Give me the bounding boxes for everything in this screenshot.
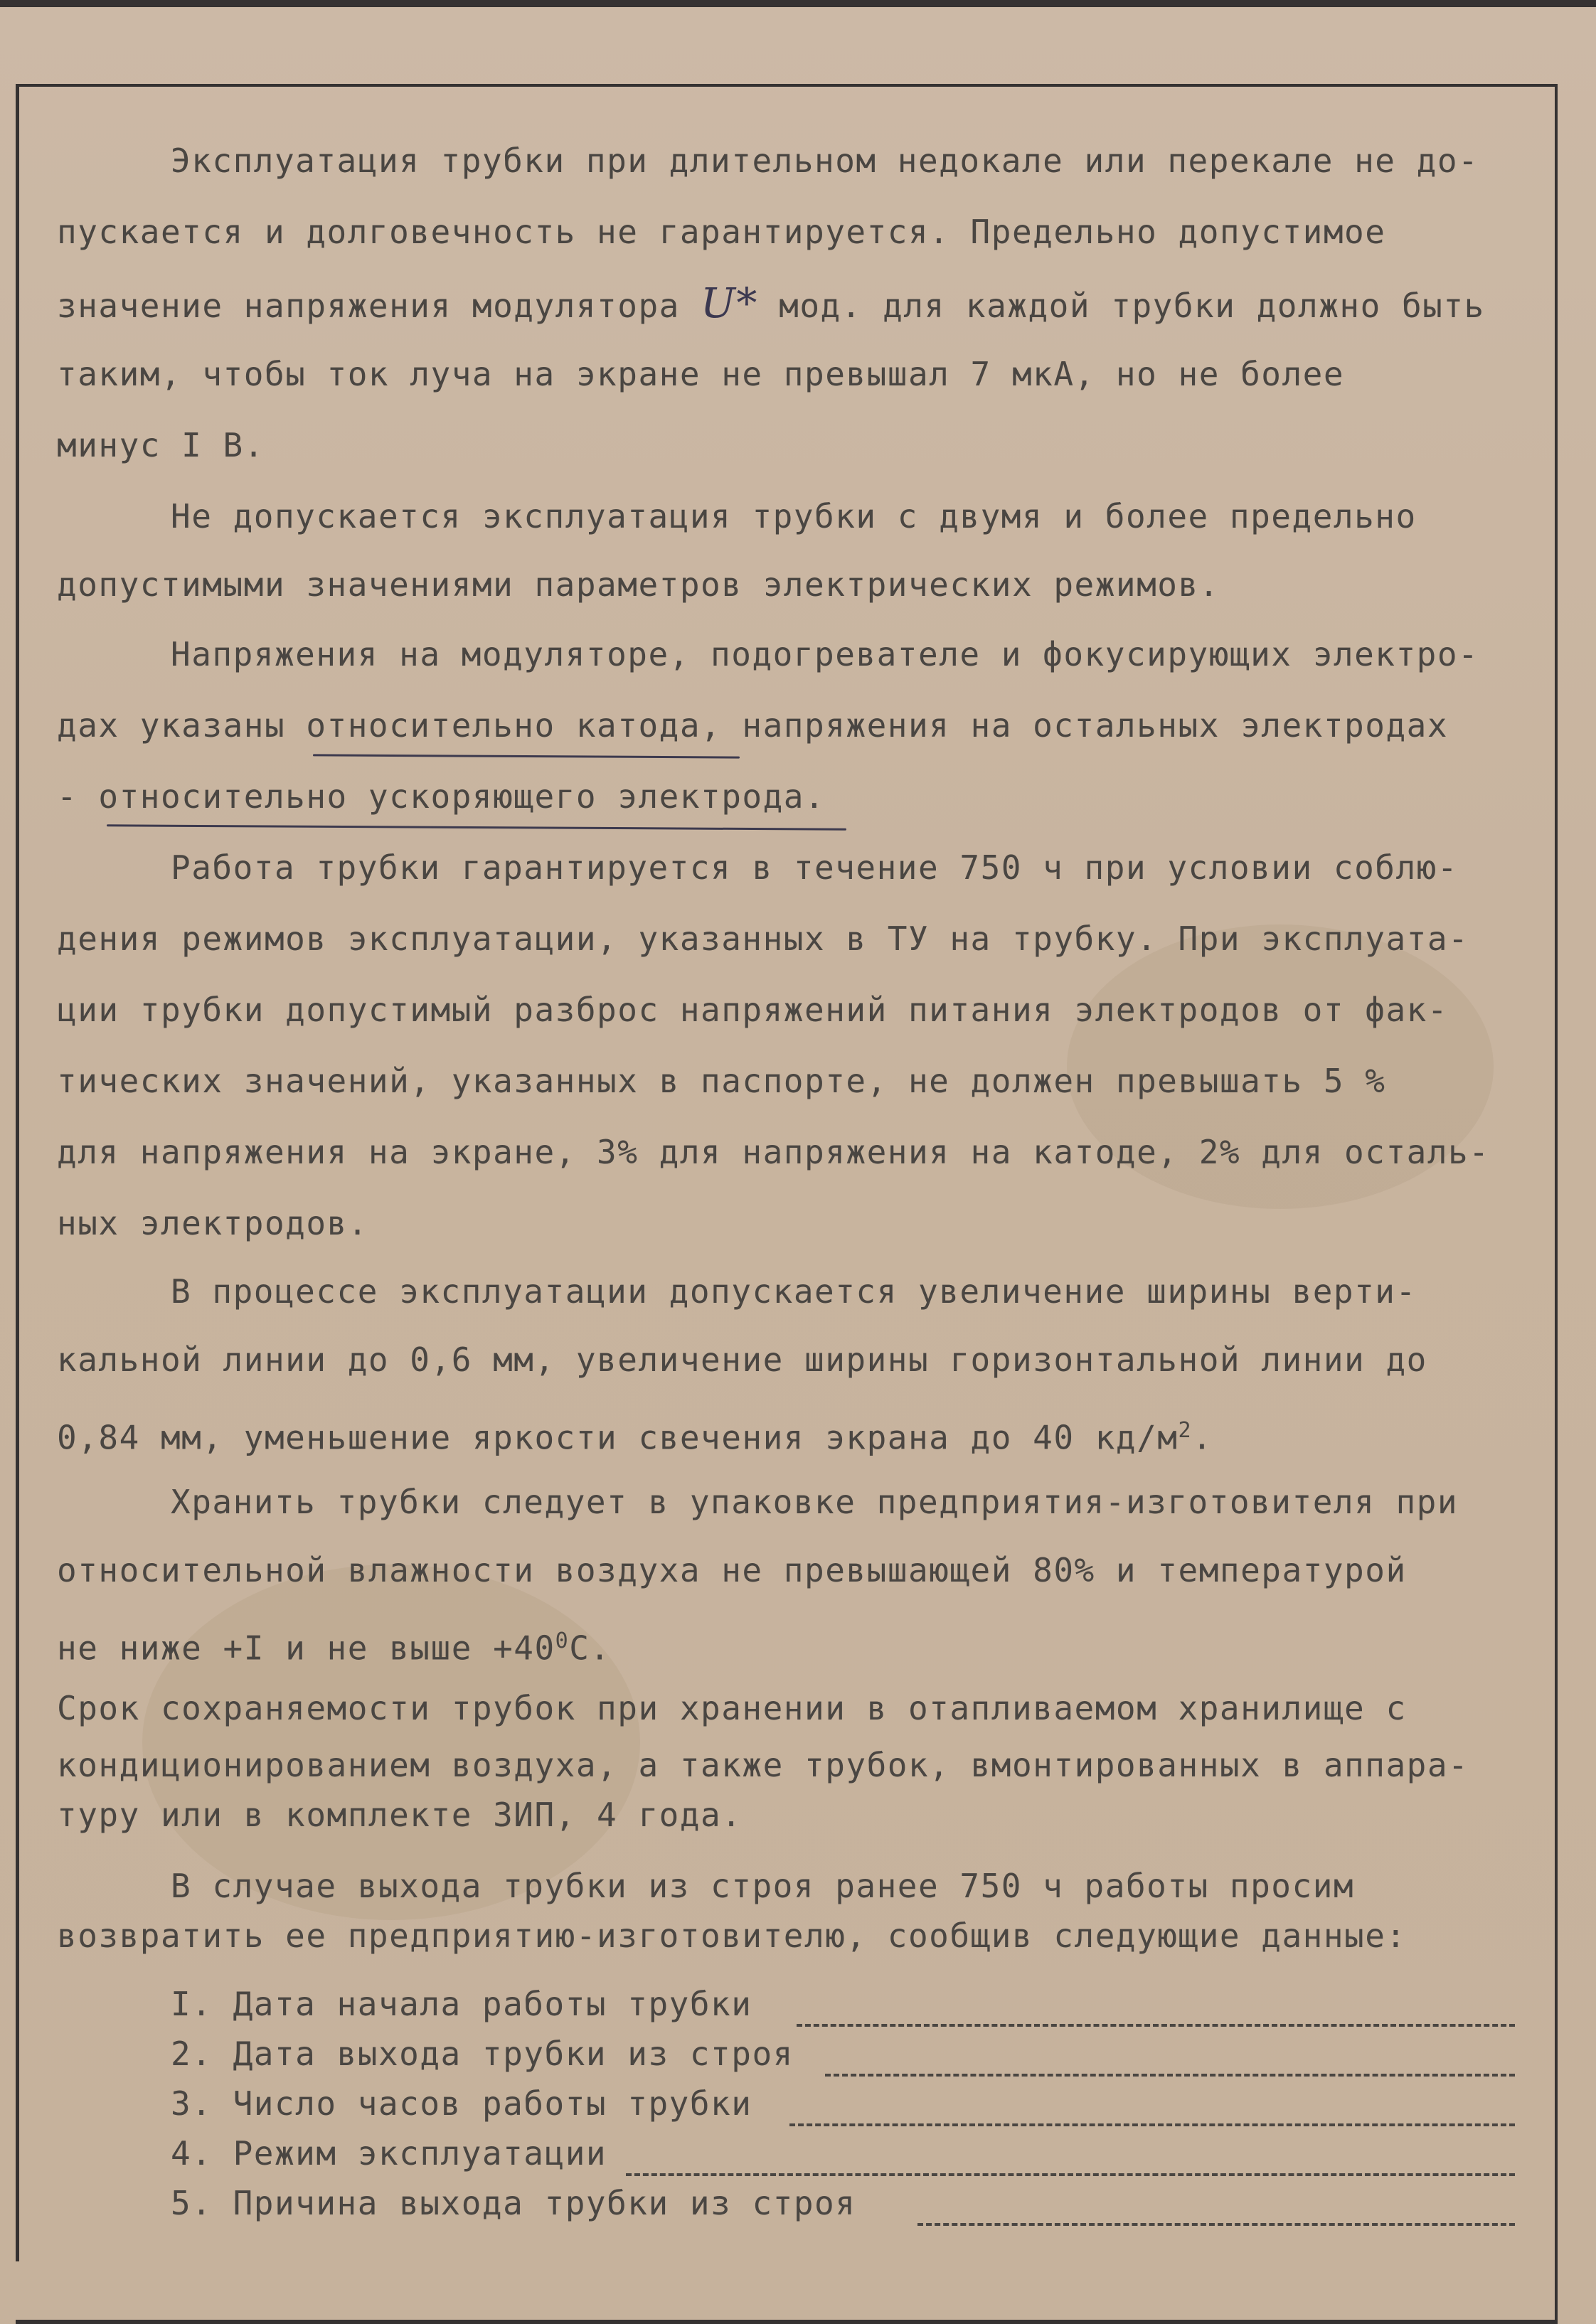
text-line xyxy=(57,1409,1213,1459)
text-line: Не допускается эксплуатация трубки с двумя и более предельно xyxy=(171,497,1417,535)
text-fragment: не ниже +I и не выше +40 xyxy=(57,1629,555,1668)
text-fragment: значение напряжения модулятора xyxy=(57,287,680,325)
frame-line-bottom xyxy=(16,2320,1558,2324)
text-line: Эксплуатация трубки при длительном недокале или перекале не до- xyxy=(171,142,1479,180)
text-line: туру или в комплекте ЗИП, 4 года. xyxy=(57,1796,743,1834)
text-line: Срок сохраняемости трубок при хранении в отапливаемом хранилище с xyxy=(57,1689,1407,1727)
form-item-label: 3. Число часов работы трубки xyxy=(171,2084,752,2123)
ink-underline xyxy=(313,754,740,758)
text-line: кондиционированием воздуха, а также трубок, вмонтированных в аппара- xyxy=(57,1746,1469,1784)
text-line: допустимыми значениями параметров электрических режимов. xyxy=(57,565,1220,604)
text-line: пускается и долговечность не гарантируется. Предельно допустимое xyxy=(57,213,1386,251)
handwritten-symbol: U* xyxy=(701,279,758,327)
fill-in-blank[interactable] xyxy=(825,2074,1515,2077)
text-line: относительной влажности воздуха не превышающей 80% и температурой xyxy=(57,1551,1407,1589)
text-line xyxy=(57,279,1485,327)
text-line xyxy=(57,1620,611,1669)
text-line: дения режимов эксплуатации, указанных в ТУ на трубку. При эксплуата- xyxy=(57,920,1469,958)
fill-in-blank[interactable] xyxy=(626,2173,1515,2176)
frame-line-top xyxy=(0,0,1596,7)
superscript: 2 xyxy=(1178,1418,1193,1443)
form-item-label: 4. Режим эксплуатации xyxy=(171,2134,607,2173)
form-item-label: 2. Дата выхода трубки из строя xyxy=(171,2035,794,2073)
text-line: кальной линии до 0,6 мм, увеличение ширины горизонтальной линии до xyxy=(57,1340,1427,1379)
form-item-label: 5. Причина выхода трубки из строя xyxy=(171,2184,856,2222)
ink-underline xyxy=(107,824,846,830)
superscript: 0 xyxy=(555,1629,570,1653)
text-line: - относительно ускоряющего электрода. xyxy=(57,777,826,816)
text-line: для напряжения на экране, 3% для напряжения на катоде, 2% для осталь- xyxy=(57,1133,1490,1171)
text-line: таким, чтобы ток луча на экране не превышал 7 мкА, но не более xyxy=(57,355,1345,393)
text-line: Напряжения на модуляторе, подогревателе и фокусирующих электро- xyxy=(171,635,1479,673)
text-line: возвратить ее предприятию-изготовителю, сообщив следующие данные: xyxy=(57,1917,1407,1955)
text-line: ных электродов. xyxy=(57,1204,368,1242)
text-line: дах указаны относительно катода, напряжения на остальных электродах xyxy=(57,706,1449,745)
text-fragment: С. xyxy=(569,1629,611,1668)
text-fragment: 0,84 мм, уменьшение яркости свечения экрана до 40 кд/м xyxy=(57,1418,1179,1457)
frame-line-top-inner xyxy=(16,84,1558,87)
text-line: В случае выхода трубки из строя ранее 750 ч работы просим xyxy=(171,1867,1355,1905)
text-fragment: мод. для каждой трубки должно быть xyxy=(779,287,1485,325)
frame-line-left xyxy=(16,85,19,2261)
fill-in-blank[interactable] xyxy=(789,2123,1515,2126)
text-fragment: . xyxy=(1192,1418,1213,1457)
fill-in-blank[interactable] xyxy=(917,2223,1515,2226)
text-line: Работа трубки гарантируется в течение 750 ч при условии соблю- xyxy=(171,848,1459,887)
text-line: ции трубки допустимый разброс напряжений питания электродов от фак- xyxy=(57,991,1449,1029)
frame-line-right xyxy=(1555,85,1558,2324)
text-line: В процессе эксплуатации допускается увеличение ширины верти- xyxy=(171,1272,1417,1311)
form-item-label: I. Дата начала работы трубки xyxy=(171,1985,752,2023)
text-line: минус I В. xyxy=(57,426,265,464)
text-line: тических значений, указанных в паспорте, не должен превышать 5 % xyxy=(57,1062,1386,1100)
fill-in-blank[interactable] xyxy=(797,2024,1515,2027)
text-line: Хранить трубки следует в упаковке предприятия-изготовителя при xyxy=(171,1483,1459,1521)
